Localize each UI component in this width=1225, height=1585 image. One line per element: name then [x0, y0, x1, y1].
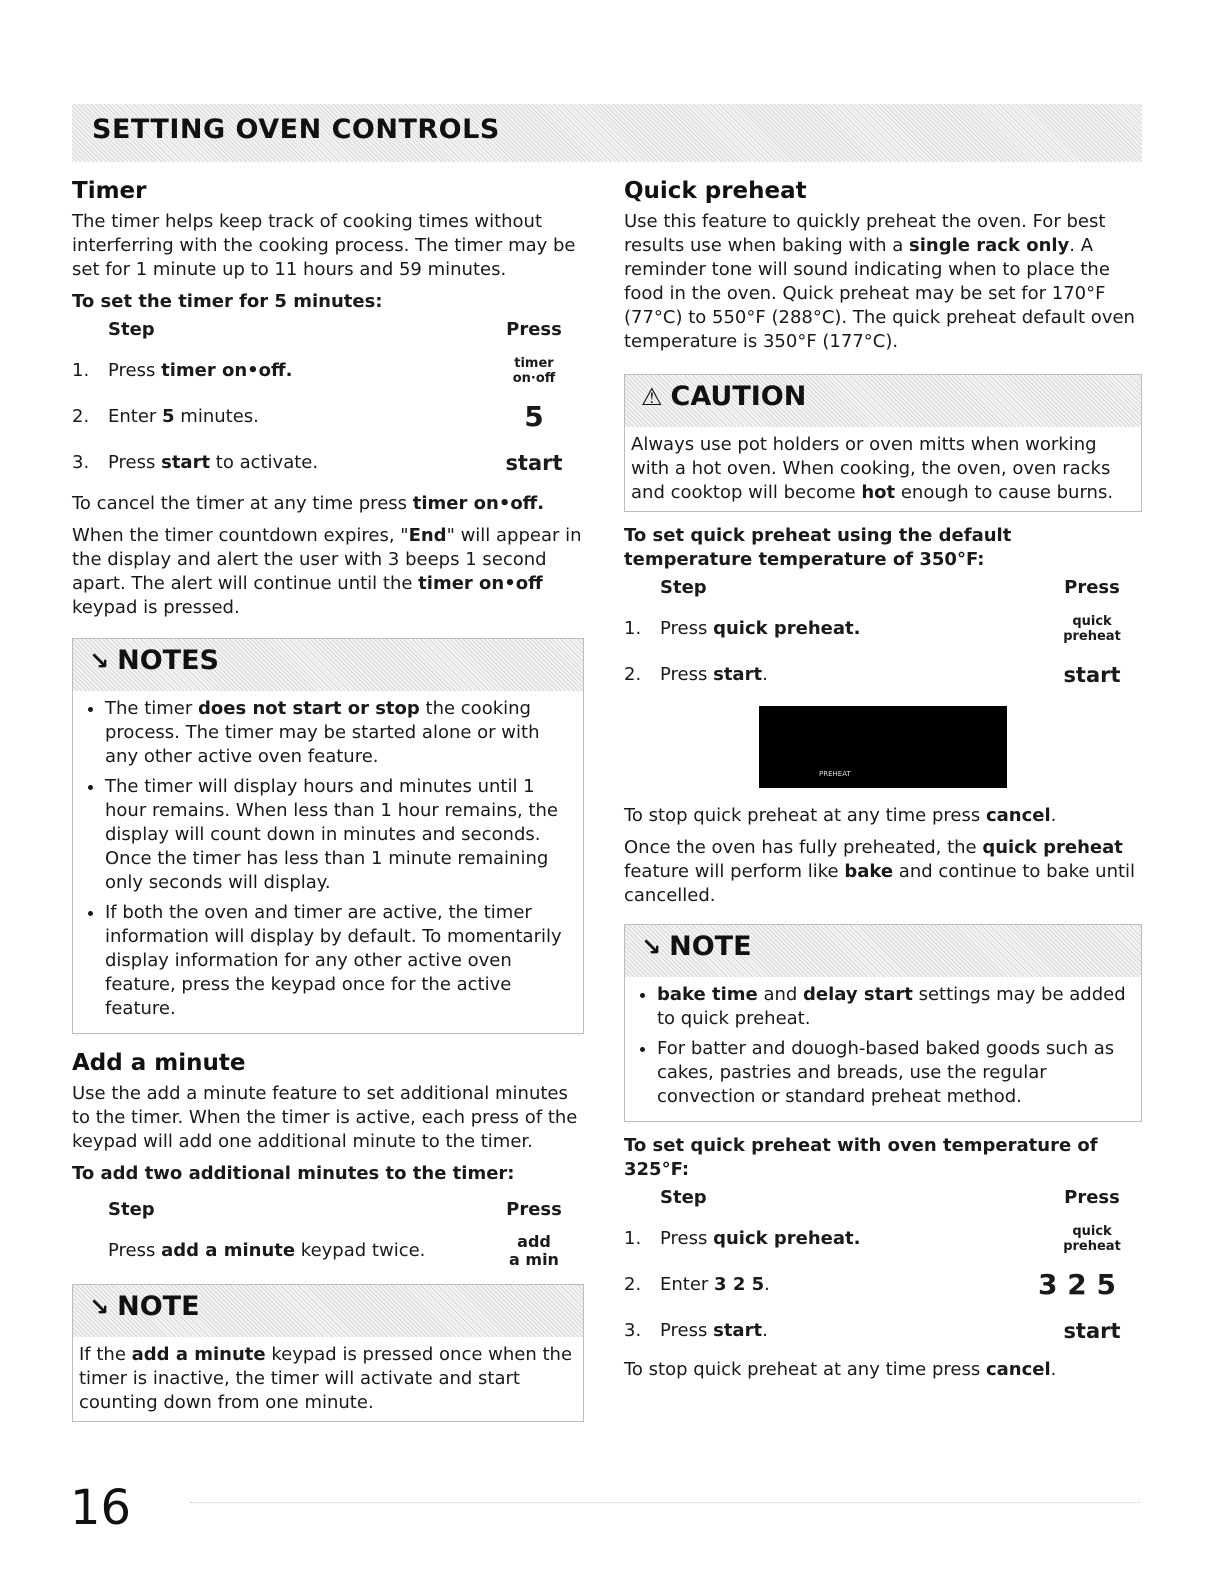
timer-subheading: To set the timer for 5 minutes: [72, 291, 383, 312]
step-text: Press quick preheat. [660, 1228, 861, 1249]
quick-preheat-keypad-label: quick preheat [1063, 1224, 1121, 1254]
step-text: Press start. [660, 1320, 768, 1341]
digit-keypad-label: 5 [524, 400, 544, 433]
timer-cancel-text: To cancel the timer at any time press timer on•off. [72, 493, 545, 514]
custom-step-3 [624, 1308, 1142, 1354]
timer-keypad-label: timer on·off [512, 356, 556, 386]
step-text: Press timer on•off. [108, 360, 293, 381]
section-title: SETTING OVEN CONTROLS [92, 114, 500, 145]
note-box-header [73, 1285, 583, 1337]
step-number: 1. [72, 360, 90, 381]
notes-label: NOTES [117, 645, 219, 676]
stop-preheat-text: To stop quick preheat at any time press cancel. [624, 805, 1057, 826]
caution-text: Always use pot holders or oven mitts when working with a hot oven. When cooking, the oven, oven racks and cooktop will become hot enough to cause burns. [631, 434, 1114, 503]
step-column-label: Step [660, 1187, 707, 1208]
press-column-label: Press [506, 1199, 562, 1220]
once-preheated-text: Once the oven has fully preheated, the quick preheat feature will perform like bake and continue to bake until cancelled. [624, 837, 1136, 906]
note-label: NOTE [669, 931, 752, 962]
press-column-label: Press [1064, 1187, 1120, 1208]
default-preheat-subheading: To set quick preheat using the default temperature temperature of 350°F: [624, 525, 1012, 570]
left-column [72, 176, 584, 1434]
default-steps-header [624, 576, 1142, 600]
pushpin-icon: ↘ [641, 933, 662, 961]
add-minute-keypad-label: add a min [509, 1232, 559, 1269]
timer-step-3 [72, 440, 584, 486]
step-text: Press start. [660, 664, 768, 685]
step-text: Press add a minute keypad twice. [108, 1240, 426, 1261]
caution-box [624, 374, 1142, 512]
default-step-1 [624, 606, 1142, 652]
caution-label: CAUTION [670, 381, 807, 412]
custom-steps-header [624, 1186, 1142, 1210]
step-column-label: Step [108, 1199, 155, 1220]
note-text: If the add a minute keypad is pressed once when the timer is inactive, the timer will activate and start counting down from one minute. [79, 1344, 573, 1413]
timer-step-2 [72, 394, 584, 440]
pushpin-icon: ↘ [89, 1293, 110, 1321]
page-number: 16 [70, 1480, 132, 1536]
custom-preheat-subheading: To set quick preheat with oven temperature of 325°F: [624, 1135, 1098, 1180]
quick-preheat-heading: Quick preheat [624, 178, 807, 204]
step-column-label: Step [108, 319, 155, 340]
note-item: • If both the oven and timer are active, the timer information will display by default. To momentarily display information for any other active oven feature, press the keypad once for the active feature. [105, 901, 573, 1021]
add-minute-step [72, 1228, 584, 1274]
step-number: 2. [624, 664, 642, 685]
digit-keypad-label: 3 2 5 [1038, 1268, 1116, 1301]
add-minute-intro: Use the add a minute feature to set additional minutes to the timer. When the timer is active, each press of the keypad will add one additional minute to the timer. [72, 1083, 578, 1152]
note-box-header [625, 925, 1141, 977]
pushpin-icon: ↘ [89, 647, 110, 675]
step-text: Enter 3 2 5. [660, 1274, 770, 1295]
notes-box-header [73, 639, 583, 691]
step-number: 3. [72, 452, 90, 473]
start-keypad-label: start [1063, 1319, 1121, 1343]
stop-preheat-text-2: To stop quick preheat at any time press cancel. [624, 1359, 1057, 1380]
note-item: • The timer will display hours and minutes until 1 hour remains. When less than 1 hour remains, the display will count down in minutes and seconds. Once the timer has less than 1 minute remaining only seconds will display. [105, 775, 573, 895]
note-box-preheat [624, 924, 1142, 1122]
timer-intro: The timer helps keep track of cooking times without interferring with the cooking process. The timer may be set for 1 minute up to 11 hours and 59 minutes. [72, 211, 576, 280]
timer-steps-header [72, 318, 584, 342]
step-text: Enter 5 minutes. [108, 406, 259, 427]
step-number: 2. [72, 406, 90, 427]
timer-step-1 [72, 348, 584, 394]
note-item: • The timer does not start or stop the cooking process. The timer may be started alone or with any other active oven feature. [105, 697, 573, 769]
start-keypad-label: start [1063, 663, 1121, 687]
step-number: 2. [624, 1274, 642, 1295]
timer-heading: Timer [72, 178, 147, 204]
notes-box [72, 638, 584, 1034]
step-text: Press start to activate. [108, 452, 319, 473]
caution-box-header [625, 375, 1141, 427]
add-minute-subheading: To add two additional minutes to the timer: [72, 1163, 515, 1184]
step-number: 1. [624, 618, 642, 639]
note-item: • For batter and douogh-based baked goods such as cakes, pastries and breads, use the regular convection or standard preheat method. [657, 1037, 1131, 1109]
add-minute-heading: Add a minute [72, 1050, 246, 1076]
press-column-label: Press [506, 319, 562, 340]
note-label: NOTE [117, 1291, 200, 1322]
section-banner [72, 104, 1142, 162]
custom-step-1 [624, 1216, 1142, 1262]
default-step-2 [624, 652, 1142, 698]
step-text: Press quick preheat. [660, 618, 861, 639]
quick-preheat-keypad-label: quick preheat [1063, 614, 1121, 644]
custom-step-2 [624, 1262, 1142, 1308]
warning-icon: ⚠ [641, 383, 663, 411]
footer-rule [190, 1502, 1140, 1503]
quick-preheat-intro: Use this feature to quickly preheat the oven. For best results use when baking with a single rack only. A reminder tone will sound indicating when to place the food in the oven. Quick preheat may be set for 170°F (77°C) to 550°F (288°C). The quick preheat default oven temperature is 350°F (177°C). [624, 211, 1135, 352]
right-column [624, 176, 1142, 1390]
press-column-label: Press [1064, 577, 1120, 598]
oven-display [759, 706, 1007, 788]
timer-expire-text: When the timer countdown expires, "End" will appear in the display and alert the user with 3 beeps 1 second apart. The alert will continue until the timer on•off keypad is pressed. [72, 525, 582, 618]
step-number: 3. [624, 1320, 642, 1341]
note-box-add-minute [72, 1284, 584, 1422]
start-keypad-label: start [505, 451, 563, 475]
step-column-label: Step [660, 577, 707, 598]
step-number: 1. [624, 1228, 642, 1249]
note-item: • bake time and delay start settings may be added to quick preheat. [657, 983, 1131, 1031]
add-minute-steps-header [72, 1198, 584, 1222]
display-text: PREHEAT [819, 770, 851, 778]
